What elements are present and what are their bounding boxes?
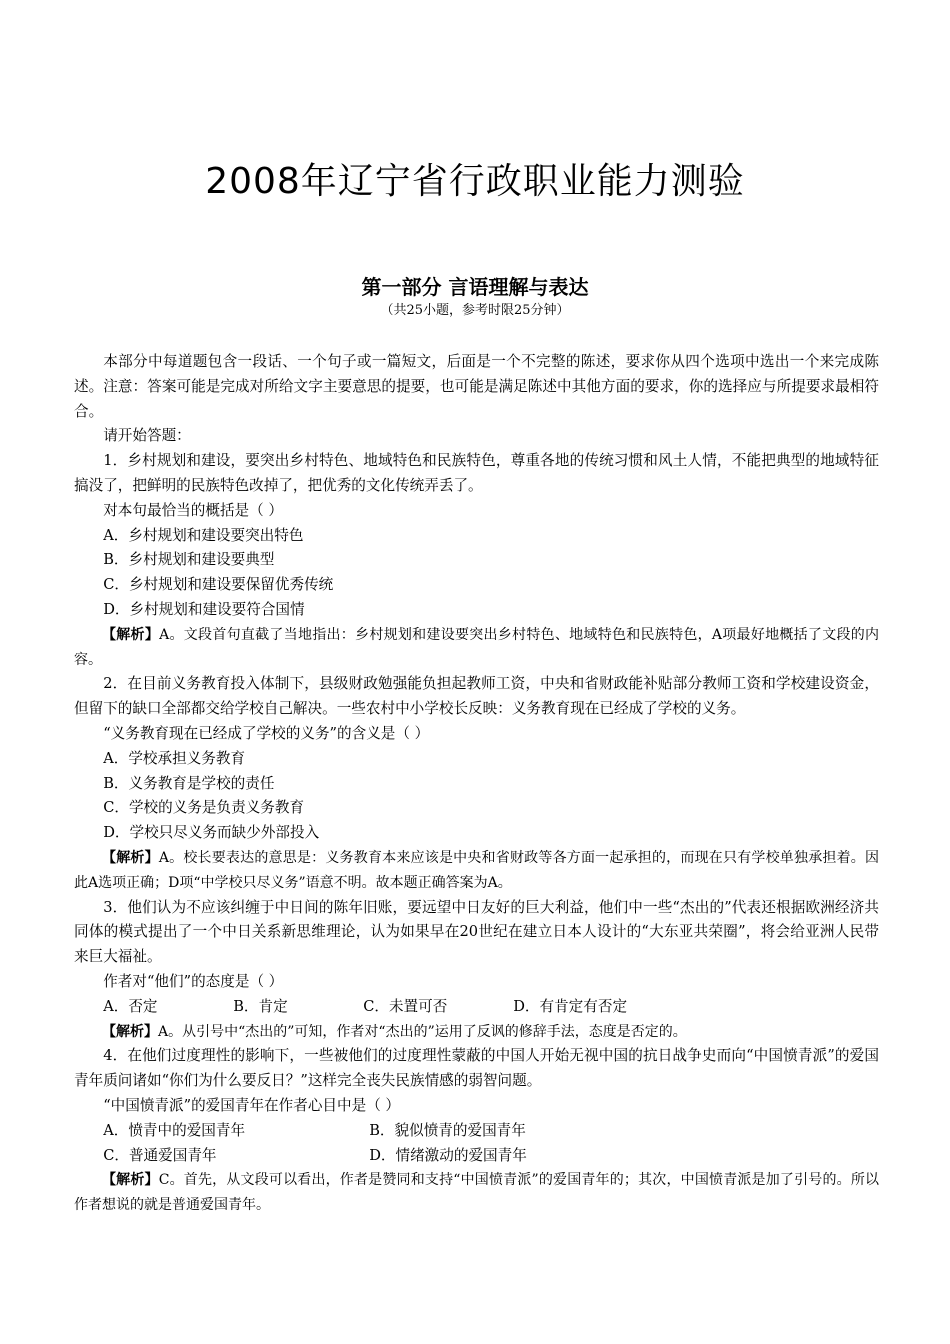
question-3-option-c: C．未置可否 [363,997,448,1015]
question-4-stem: “中国愤青派”的爱国青年在作者心目中是（ ） [103,1096,401,1114]
analysis-label: 【解析】 [102,849,159,866]
question-1-option-c: C．乡村规划和建设要保留优秀传统 [103,576,334,594]
question-4-passage: 4．在他们过度理性的影响下，一些被他们的过度理性蒙蔽的中国人开始无视中国的抗日战争史而向“中国愤青派”的爱国青年质问诸如“你们为什么要反日？”这样完全丧失民族情感的弱智问题。 [74,1047,879,1090]
question-1-analysis-text: A。文段首句直截了当地指出：乡村规划和建设要突出乡村特色、地域特色和民族特色，A项最好地概括了文段的内容。 [74,626,880,668]
question-4-analysis-text: C。首先，从文段可以看出，作者是赞同和支持“中国愤青派”的爱国青年的；其次，中国愤青派是加了引号的。所以作者想说的就是普通爱国青年。 [74,1172,880,1214]
question-1-stem: 对本句最恰当的概括是（ ） [103,501,283,519]
question-2-stem: “义务教育现在已经成了学校的义务”的含义是（ ） [103,724,430,742]
question-4-option-b: B．貌似愤青的爱国青年 [369,1121,526,1139]
section-title: 第一部分 言语理解与表达 [361,275,589,299]
question-3-analysis [74,1020,879,1045]
document-title: 2008年辽宁省行政职业能力测验 [205,161,745,202]
question-2-option-c: C．学校的义务是负责义务教育 [103,799,305,817]
analysis-label: 【解析】 [102,1023,158,1040]
start-instruction: 请开始答题： [103,427,191,445]
question-4-option-a: A．愤青中的爱国青年 [103,1121,246,1139]
question-2-analysis [74,846,879,896]
question-2-passage: 2．在目前义务教育投入体制下，县级财政勉强能负担起教师工资，中央和省财政能补贴部分教师工资和学校建设资金，但留下的缺口全部都交给学校自己解决。一些农村中小学校长反映：义务教育现在已经成了学校的义务。 [74,675,879,718]
question-3-option-a: A．否定 [103,997,158,1015]
question-3-stem: 作者对“他们”的态度是（ ） [103,972,284,990]
question-4-options-row-1 [74,1119,879,1144]
question-1-analysis [74,623,879,673]
question-1-option-b: B．乡村规划和建设要典型 [103,551,275,569]
analysis-label: 【解析】 [102,1172,159,1189]
section-subtitle: （共25小题，参考时限25分钟） [380,303,570,318]
question-2-analysis-text: A。校长要表达的意思是：义务教育本来应该是中央和省财政等各方面一起承担的，而现在只有学校单独承担着。因此A选项正确；D项“中学校只尽义务”语意不明。故本题正确答案为A。 [74,849,880,891]
question-4-analysis [74,1168,879,1218]
question-3-options [74,995,879,1020]
question-2-option-d: D．学校只尽义务而缺少外部投入 [103,824,320,842]
document-body [74,350,879,1218]
question-1-option-a: A．乡村规划和建设要突出特色 [103,526,304,544]
question-4-option-d: D．情绪激动的爱国青年 [369,1146,527,1164]
section-intro: 本部分中每道题包含一段话、一个句子或一篇短文，后面是一个不完整的陈述，要求你从四个选项中选出一个来完成陈述。注意：答案可能是完成对所给文字主要意思的提要，也可能是满足陈述中其他方面的要求，你的选择应与所提要求最相符合。 [74,353,879,420]
question-2-option-a: A．学校承担义务教育 [103,749,246,767]
question-1-option-d: D．乡村规划和建设要符合国情 [103,600,305,618]
question-4-options-row-2 [74,1144,879,1169]
question-4-option-c: C．普通爱国青年 [103,1146,217,1164]
question-1-passage: 1．乡村规划和建设，要突出乡村特色、地域特色和民族特色，尊重各地的传统习惯和风土人情，不能把典型的地域特征搞没了，把鲜明的民族特色改掉了，把优秀的文化传统弄丢了。 [74,452,879,494]
question-2-option-b: B．义务教育是学校的责任 [103,774,275,792]
question-3-option-d: D．有肯定有否定 [513,997,628,1015]
question-3-passage: 3．他们认为不应该纠缠于中日间的陈年旧账，要远望中日友好的巨大利益，他们中一些“杰出的”代表还根据欧洲经济共同体的模式提出了一个中日关系新思维理论，认为如果早在20世纪在建立日本人设计的“大东亚共荣圈”，将会给亚洲人民带来巨大福祉。 [74,898,879,966]
question-3-option-b: B．肯定 [233,997,288,1015]
analysis-label: 【解析】 [102,626,160,643]
question-3-analysis-text: A。从引号中“杰出的”可知，作者对“杰出的”运用了反讽的修辞手法，态度是否定的。 [158,1023,687,1040]
